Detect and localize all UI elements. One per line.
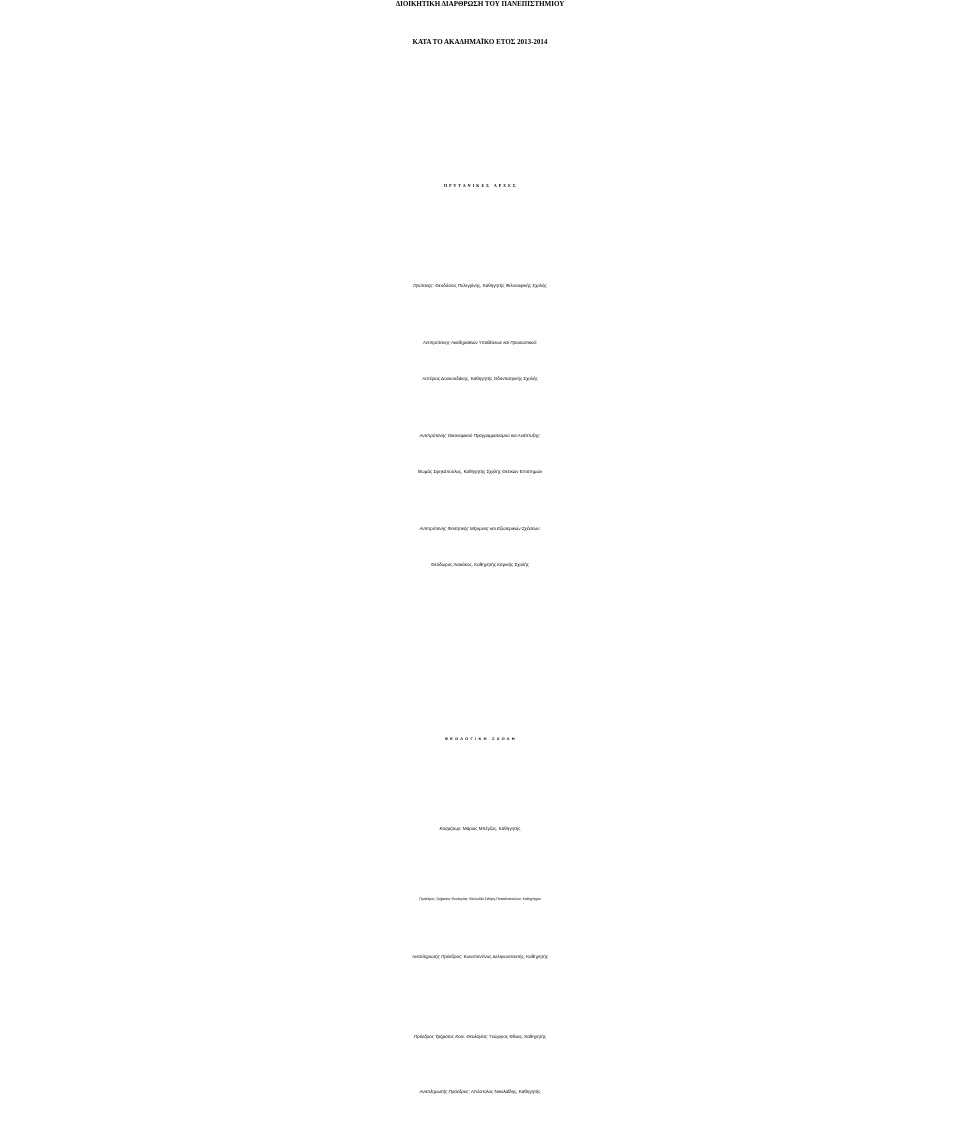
- vice-rector-students-role-line: [0, 526, 960, 531]
- dean-person: Μάριος Μπέγζος, Καθηγητής: [462, 826, 521, 831]
- theology-dept-chair-separator: :: [467, 897, 470, 901]
- dean-role: Κοσμήτωρ: [439, 826, 461, 831]
- vice-rector-academic-role-line: [0, 340, 960, 345]
- page-title: [0, 0, 960, 8]
- theology-dept-chair-entry: [0, 897, 960, 901]
- social-theology-dept-deputy-person: Απόστολος Νικολαΐδης, Καθηγητής: [470, 1089, 541, 1094]
- vice-rector-finance-role: Αντιπρύτανης Οικονομικού Προγραμματισμού και Ανάπτυξης: [419, 433, 540, 438]
- theology-dept-chair-role: Πρόεδρος Τμήματος Θεολογίας: [419, 897, 468, 901]
- vice-rector-students-separator: :: [539, 526, 541, 531]
- vice-rector-students-person-line: [0, 562, 960, 567]
- social-theology-dept-deputy-entry: [0, 1089, 960, 1094]
- rector-separator: :: [432, 283, 436, 288]
- theology-dept-deputy-person: Κωνσταντίνος Δεληκωσταντής, Καθηγητής: [463, 954, 548, 959]
- rectorate-heading-text: Π Ρ Υ Τ Α Ν Ι Κ Ε Σ Α Ρ Χ Ε Σ: [443, 183, 517, 188]
- page-subtitle: [0, 38, 960, 46]
- theology-school-heading-text: Θ Ε Ο Λ Ο Γ Ι Κ Η Σ Χ Ο Λ Η: [444, 736, 516, 741]
- vice-rector-finance-role-line: [0, 433, 960, 438]
- vice-rector-academic-person: Αστέριος Δουκουδάκης, Καθηγητής Οδοντιατρικής Σχολής: [422, 376, 538, 381]
- rectorate-heading: [0, 184, 960, 189]
- vice-rector-academic-separator: :: [536, 340, 538, 345]
- title-line-2: ΚΑΤΑ ΤΟ ΑΚΑΔΗΜΑΪΚΟ ΕΤΟΣ 2013-2014: [412, 38, 548, 46]
- dean-separator: :: [460, 826, 463, 831]
- title-line-1: ΔΙΟΙΚΗΤΙΚΗ ΔΙΑΡΘΡΩΣΗ ΤΟΥ ΠΑΝΕΠΙΣΤΗΜΙΟΥ: [395, 0, 565, 8]
- theology-dept-deputy-entry: [0, 954, 960, 959]
- vice-rector-finance-person: Θωμάς Σφηκόπουλος, Καθηγητής Σχολής Θετικών Επιστημών: [417, 469, 543, 474]
- dean-entry: [0, 826, 960, 831]
- theology-dept-chair-person: Βελουδία Σιδέρη-Παπαδοπούλου, Καθηγήτρια: [469, 897, 541, 901]
- social-theology-dept-deputy-role: Αναπληρωτής Πρόεδρος: [419, 1089, 469, 1094]
- vice-rector-academic-role: Αντιπρύτανης Ακαδημαϊκών Υποθέσεων και Προσωπικού: [422, 340, 536, 345]
- vice-rector-finance-person-line: [0, 469, 960, 474]
- theology-school-heading: [0, 737, 960, 742]
- social-theology-dept-chair-separator: :: [486, 1034, 490, 1039]
- social-theology-dept-chair-role: Πρόεδρος Τμήματος Κοιν. Θεολογίας: [413, 1034, 487, 1039]
- vice-rector-finance-separator: :: [539, 433, 541, 438]
- rector-entry: [0, 283, 960, 288]
- theology-dept-deputy-separator: :: [461, 954, 464, 959]
- rector-role: Πρύτανης: [413, 283, 433, 288]
- vice-rector-students-person: Θεόδωρος Λιακάκος, Καθηγητής Ιατρικής Σχολής: [431, 562, 529, 567]
- social-theology-dept-deputy-separator: :: [468, 1089, 471, 1094]
- social-theology-dept-chair-person: Γεώργιος Φίλιας, Καθηγητής: [489, 1034, 547, 1039]
- social-theology-dept-chair-entry: [0, 1034, 960, 1039]
- vice-rector-students-role: Αντιπρύτανης Φοιτητικής Μέριμνας και Εξωτερικών Σχέσεων: [419, 526, 540, 531]
- theology-dept-deputy-role: Αναπληρωτής Πρόεδρος: [412, 954, 462, 959]
- rector-person: Θεοδόσιος Πελεγρίνης, Καθηγητής Φιλοσοφικής Σχολής: [435, 283, 547, 288]
- vice-rector-academic-person-line: [0, 376, 960, 381]
